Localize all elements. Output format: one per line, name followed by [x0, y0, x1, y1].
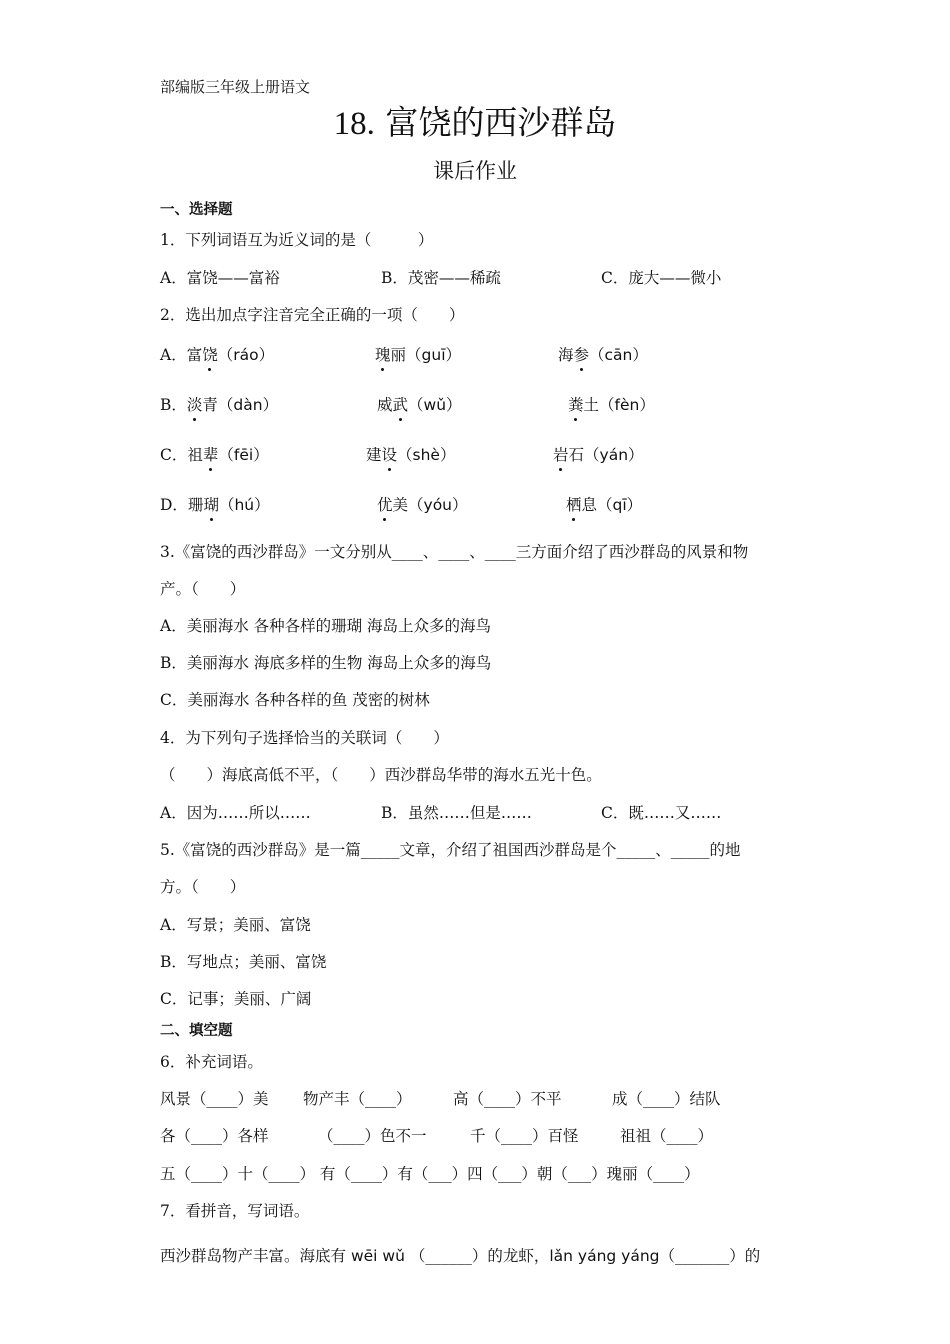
question-5-option-b: B．写地点；美丽、富饶 [160, 953, 327, 971]
question-4-option-c: C．既……又…… [601, 804, 722, 822]
pinyin: （shè） [397, 446, 456, 464]
pinyin: （cān） [589, 346, 648, 364]
sentence-text: （_______）的 [659, 1247, 761, 1265]
question-1-option-a: A．富饶——富裕 [160, 269, 280, 287]
word-text: 威 [377, 396, 393, 414]
dotted-char: 饶 [202, 346, 218, 364]
lesson-number: 18. [333, 106, 375, 142]
question-3-option-c: C．美丽海水 各种各样的鱼 茂密的树林 [160, 691, 430, 709]
question-2-option-c-item-2 [366, 445, 455, 465]
question-6-row-2-item-4: 祖祖（____） [620, 1127, 714, 1145]
word-text: 丽 [390, 346, 407, 364]
pinyin: （dàn） [217, 396, 279, 414]
question-6-row-2-item-1: 各（____）各样 [160, 1127, 269, 1145]
dotted-char: 辈 [202, 446, 219, 464]
question-6-stem: 6．补充词语。 [160, 1053, 263, 1071]
question-6-row-1-item-4: 成（____）结队 [612, 1090, 721, 1108]
question-3-stem-line-2: 产。（ ） [160, 580, 246, 598]
question-6-row-2-item-2: （____）色不一 [318, 1127, 427, 1145]
pinyin: lǎn yáng yáng [549, 1247, 660, 1265]
dotted-char: 参 [573, 346, 590, 364]
question-2-option-a-item-2 [375, 345, 461, 365]
question-7-stem: 7．看拼音，写词语。 [160, 1202, 310, 1220]
question-4-option-a: A．因为……所以…… [160, 804, 311, 822]
book-header: 部编版三年级上册语文 [160, 78, 311, 96]
dotted-char: 瑚 [203, 496, 219, 514]
question-4-option-b: B．虽然……但是…… [381, 804, 532, 822]
question-1-option-c: C．庞大——微小 [601, 269, 722, 287]
word-text: 建 [366, 446, 382, 464]
page-title [0, 102, 950, 145]
question-4-sentence: （ ）海底高低不平，（ ）西沙群岛华带的海水五光十色。 [160, 766, 602, 784]
question-2-stem: 2．选出加点字注音完全正确的一项（ ） [160, 306, 465, 324]
question-5-stem-line-1: 5.《富饶的西沙群岛》是一篇_____文章，介绍了祖国西沙群岛是个_____、_____的地 [160, 841, 741, 859]
word-text: C．祖 [160, 446, 203, 464]
pinyin: wēi wǔ [346, 1247, 410, 1265]
question-2-option-c-item-1 [160, 445, 269, 465]
question-4-stem: 4．为下列句子选择恰当的关联词（ ） [160, 729, 449, 747]
question-6-row-1-item-1: 风景（____）美 [160, 1090, 269, 1108]
dotted-char: 粪 [568, 396, 584, 414]
question-3-option-b: B．美丽海水 海底多样的生物 海岛上众多的海鸟 [160, 654, 492, 672]
dotted-char: 武 [392, 396, 409, 414]
question-3-stem-line-1: 3.《富饶的西沙群岛》一文分别从____、____、____三方面介绍了西沙群岛的风景和物 [160, 543, 749, 561]
question-6-row-3: 五（____）十（____） 有（____）有（___）四（___）朝（___）瑰丽（____） [160, 1165, 700, 1183]
pinyin: （qī） [597, 496, 643, 514]
dotted-char: 瑰 [375, 346, 391, 364]
question-2-option-b-item-1 [160, 395, 278, 415]
pinyin: （wǔ） [408, 396, 462, 414]
word-text: 土 [583, 396, 600, 414]
dotted-char: 设 [381, 446, 398, 464]
question-7-line [160, 1246, 760, 1266]
word-text: 息 [581, 496, 598, 514]
word-text: 石 [568, 446, 585, 464]
pinyin: （yán） [584, 446, 644, 464]
question-5-option-a: A．写景；美丽、富饶 [160, 916, 311, 934]
pinyin: （fèn） [599, 396, 655, 414]
question-2-option-b-item-3 [568, 395, 655, 415]
question-2-option-c-item-3 [553, 445, 644, 465]
dotted-char: 淡 [186, 396, 203, 414]
question-1-stem: 1．下列词语互为近义词的是（ ） [160, 231, 434, 249]
section-heading-choice: 一、选择题 [160, 202, 233, 218]
question-6-row-2-item-3: 千（____）百怪 [470, 1127, 579, 1145]
word-text: B． [160, 396, 187, 414]
question-2-option-b-item-2 [377, 395, 462, 415]
question-2-option-d-item-2 [377, 495, 468, 515]
section-heading-fill: 二、填空题 [160, 1023, 233, 1039]
word-text: A．富 [160, 346, 203, 364]
question-3-option-a: A．美丽海水 各种各样的珊瑚 海岛上众多的海鸟 [160, 617, 492, 635]
word-text: D．珊 [160, 496, 204, 514]
dotted-char: 优 [377, 496, 393, 514]
dotted-char: 岩 [553, 446, 569, 464]
question-2-option-a-item-1 [160, 345, 274, 365]
word-text: 青 [202, 396, 218, 414]
question-5-option-c: C．记事；美丽、广阔 [160, 990, 312, 1008]
page-subtitle: 课后作业 [433, 159, 517, 183]
question-2-option-d-item-3 [566, 495, 642, 515]
pinyin: （hú） [218, 496, 270, 514]
question-2-option-a-item-3 [558, 345, 648, 365]
word-text: 海 [558, 346, 574, 364]
lesson-title: 富饶的西沙群岛 [385, 103, 617, 142]
pinyin: （fēi） [218, 446, 269, 464]
pinyin: （yóu） [408, 496, 468, 514]
question-6-row-1-item-2: 物产丰（____） [303, 1090, 412, 1108]
question-1-option-b: B．茂密——稀疏 [381, 269, 501, 287]
sentence-text: 西沙群岛物产丰富。海底有 [160, 1247, 347, 1265]
word-text: 美 [392, 496, 409, 514]
question-6-row-1-item-3: 高（____）不平 [453, 1090, 562, 1108]
question-5-stem-line-2: 方。（ ） [160, 878, 246, 896]
question-2-option-d-item-1 [160, 495, 270, 515]
pinyin: （ráo） [217, 346, 275, 364]
sentence-text: （______）的龙虾， [409, 1247, 550, 1265]
dotted-char: 栖 [566, 496, 582, 514]
pinyin: （guī） [406, 346, 462, 364]
